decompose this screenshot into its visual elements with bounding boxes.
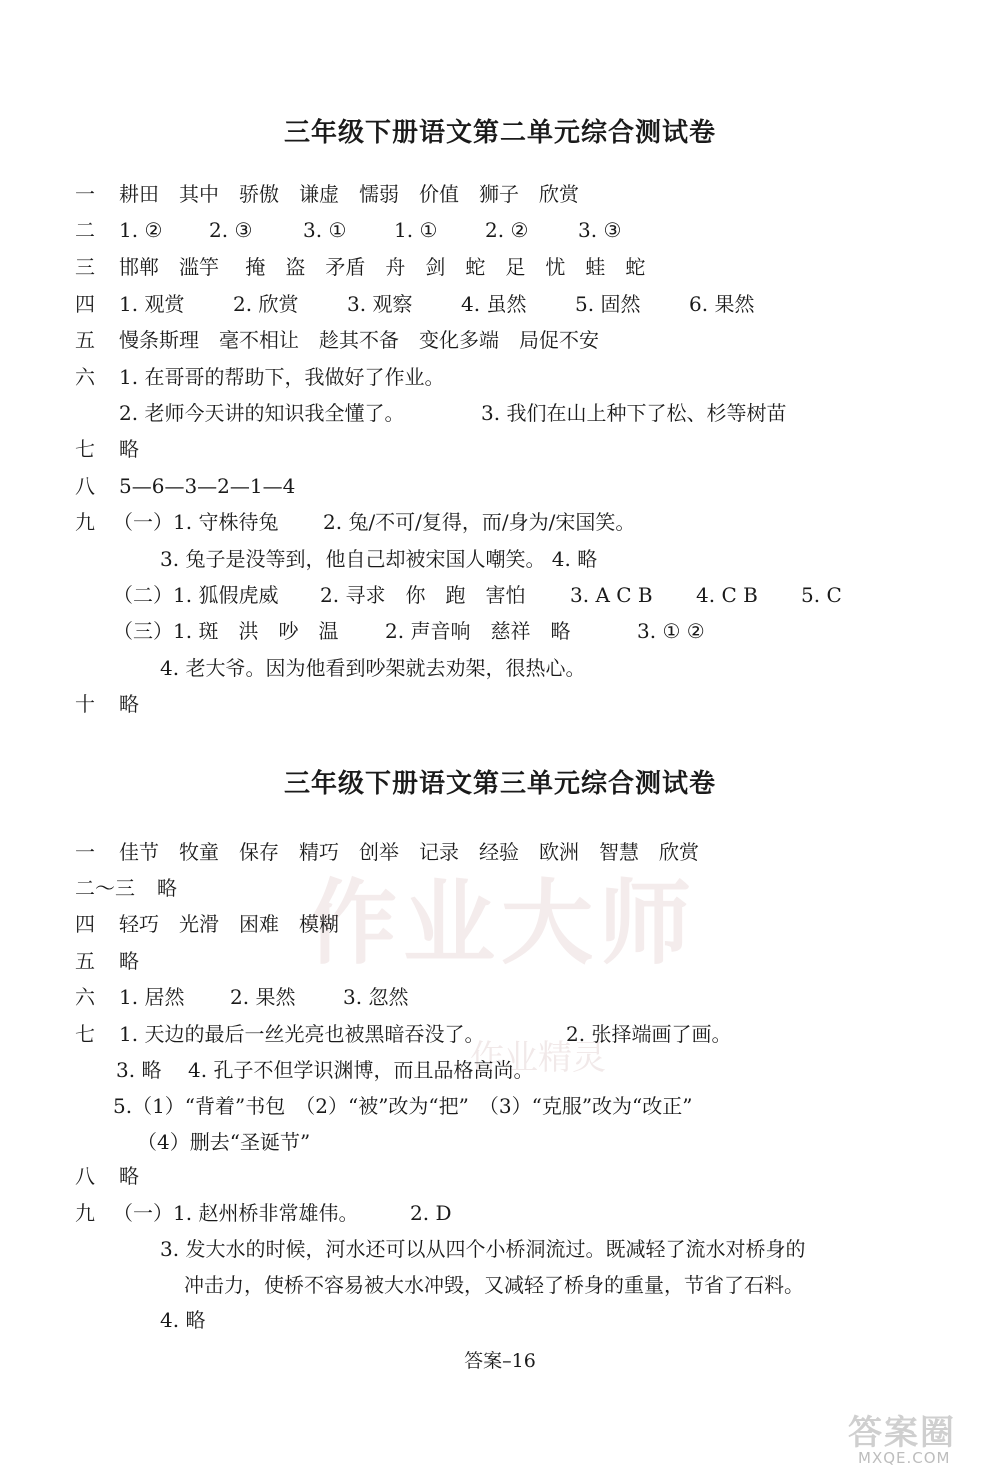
question-number: 八 (75, 1164, 95, 1188)
question-number: 五 (75, 949, 95, 973)
answer-text: 佳节 牧童 保存 精巧 创举 记录 经验 欧洲 智慧 欣赏 (119, 840, 699, 864)
question-number: 一 (75, 840, 95, 864)
answer-text: 2. ② (485, 218, 529, 242)
answer-text: 耕田 其中 骄傲 谦虚 懦弱 价值 狮子 欣赏 (119, 182, 579, 206)
answer-text: 2. 老师今天讲的知识我全懂了。 (119, 401, 405, 425)
logo-text: 答案圈 (848, 1413, 956, 1453)
question-number: 一 (75, 182, 95, 206)
question-number: 十 (75, 692, 95, 716)
answer-text: 2. 果然 (230, 985, 296, 1009)
answer-text: 冲击力，使桥不容易被大水冲毁，又减轻了桥身的重量，节省了石料。 (184, 1273, 804, 1297)
answer-text: 1. 在哥哥的帮助下，我做好了作业。 (119, 365, 445, 389)
question-number: 八 (75, 474, 95, 498)
answer-text: 2. 张择端画了画。 (566, 1022, 732, 1046)
answer-text: 3. A C B (570, 583, 653, 607)
page-number: 答案–16 (464, 1350, 536, 1372)
answer-text: 2. 欣赏 (233, 292, 299, 316)
answer-text: 5—6—3—2—1—4 (119, 474, 296, 498)
question-number: 七 (75, 437, 95, 461)
answer-text: 略 (119, 437, 139, 461)
answer-text: 5.（1）“背着”书包 （2）“被”改为“把” （3）“克服”改为“改正” (113, 1094, 693, 1118)
answer-text: 邯郸 滥竽 掩 盗 矛盾 舟 剑 蛇 足 忧 蛙 蛇 (119, 255, 646, 279)
watermark-sub: 作业精灵 (470, 1038, 606, 1078)
answer-text: 3. 发大水的时候，河水还可以从四个小桥洞流过。既减轻了流水对桥身的 (160, 1237, 806, 1261)
answer-text: 3. 兔子是没等到，他自己却被宋国人嘲笑。 4. 略 (160, 547, 598, 571)
answer-text: 略 (119, 692, 139, 716)
answer-text: 4. 孔子不但学识渊博，而且品格高尚。 (188, 1058, 534, 1082)
question-number: 九 (75, 510, 95, 534)
answer-text: 2. ③ (209, 218, 253, 242)
question-number: 六 (75, 365, 95, 389)
answer-text: 1. 天边的最后一丝光亮也被黑暗吞没了。 (119, 1022, 485, 1046)
answer-text: （一）1. 守株待兔 (113, 510, 279, 534)
answer-text: 3. ① (303, 218, 347, 242)
section-title-unit-2: 三年级下册语文第二单元综合测试卷 (283, 118, 716, 148)
question-number: 三 (75, 255, 95, 279)
question-number: 二 (75, 218, 95, 242)
question-number: 四 (75, 292, 95, 316)
answer-text: 2. 兔/不可/复得，而/身为/宋国笑。 (323, 510, 636, 534)
question-number: 五 (75, 328, 95, 352)
answer-text: （4）删去“圣诞节” (137, 1130, 311, 1154)
answer-text: 6. 果然 (689, 292, 755, 316)
answer-text: 慢条斯理 毫不相让 趁其不备 变化多端 局促不安 (119, 328, 599, 352)
question-number: 七 (75, 1022, 95, 1046)
answer-text: （三）1. 斑 洪 吵 温 (113, 619, 339, 643)
answer-text: 2. 寻求 你 跑 害怕 (320, 583, 526, 607)
answer-text: 3. 我们在山上种下了松、杉等树苗 (481, 401, 787, 425)
question-number: 二～三 (75, 876, 135, 900)
answer-text: 3. 观察 (347, 292, 413, 316)
answer-text: 3. 略 (116, 1058, 162, 1082)
watermark-main: 作业大师 (305, 870, 698, 977)
answer-text: 略 (119, 949, 139, 973)
answer-text: 5. C (801, 583, 842, 607)
question-number: 九 (75, 1201, 95, 1225)
answer-text: （一）1. 赵州桥非常雄伟。 (113, 1201, 359, 1225)
question-number: 四 (75, 912, 95, 936)
answer-text: 4. 老大爷。因为他看到吵架就去劝架，很热心。 (160, 656, 586, 680)
answer-text: 2. 声音响 慈祥 略 (385, 619, 571, 643)
answer-text: 轻巧 光滑 困难 模糊 (119, 912, 339, 936)
question-number: 六 (75, 985, 95, 1009)
answer-text: 1. ① (394, 218, 438, 242)
answer-text: 略 (157, 876, 177, 900)
answer-text: 4. C B (696, 583, 758, 607)
answer-text: 1. ② (119, 218, 163, 242)
answer-text: 1. 居然 (119, 985, 185, 1009)
logo-url: MXQE.COM (858, 1449, 951, 1467)
section-title-unit-3: 三年级下册语文第三单元综合测试卷 (283, 769, 716, 799)
answer-text: 4. 虽然 (461, 292, 527, 316)
answer-text: 略 (119, 1164, 139, 1188)
answer-text: 2. D (410, 1201, 452, 1225)
answer-text: 3. ③ (578, 218, 622, 242)
site-logo (840, 1405, 990, 1471)
answer-text: 1. 观赏 (119, 292, 185, 316)
answer-text: 3. 忽然 (343, 985, 409, 1009)
answer-text: 4. 略 (160, 1308, 206, 1332)
answer-text: 5. 固然 (575, 292, 641, 316)
answer-text: （二）1. 狐假虎威 (113, 583, 279, 607)
answer-text: 3. ① ② (637, 619, 705, 643)
